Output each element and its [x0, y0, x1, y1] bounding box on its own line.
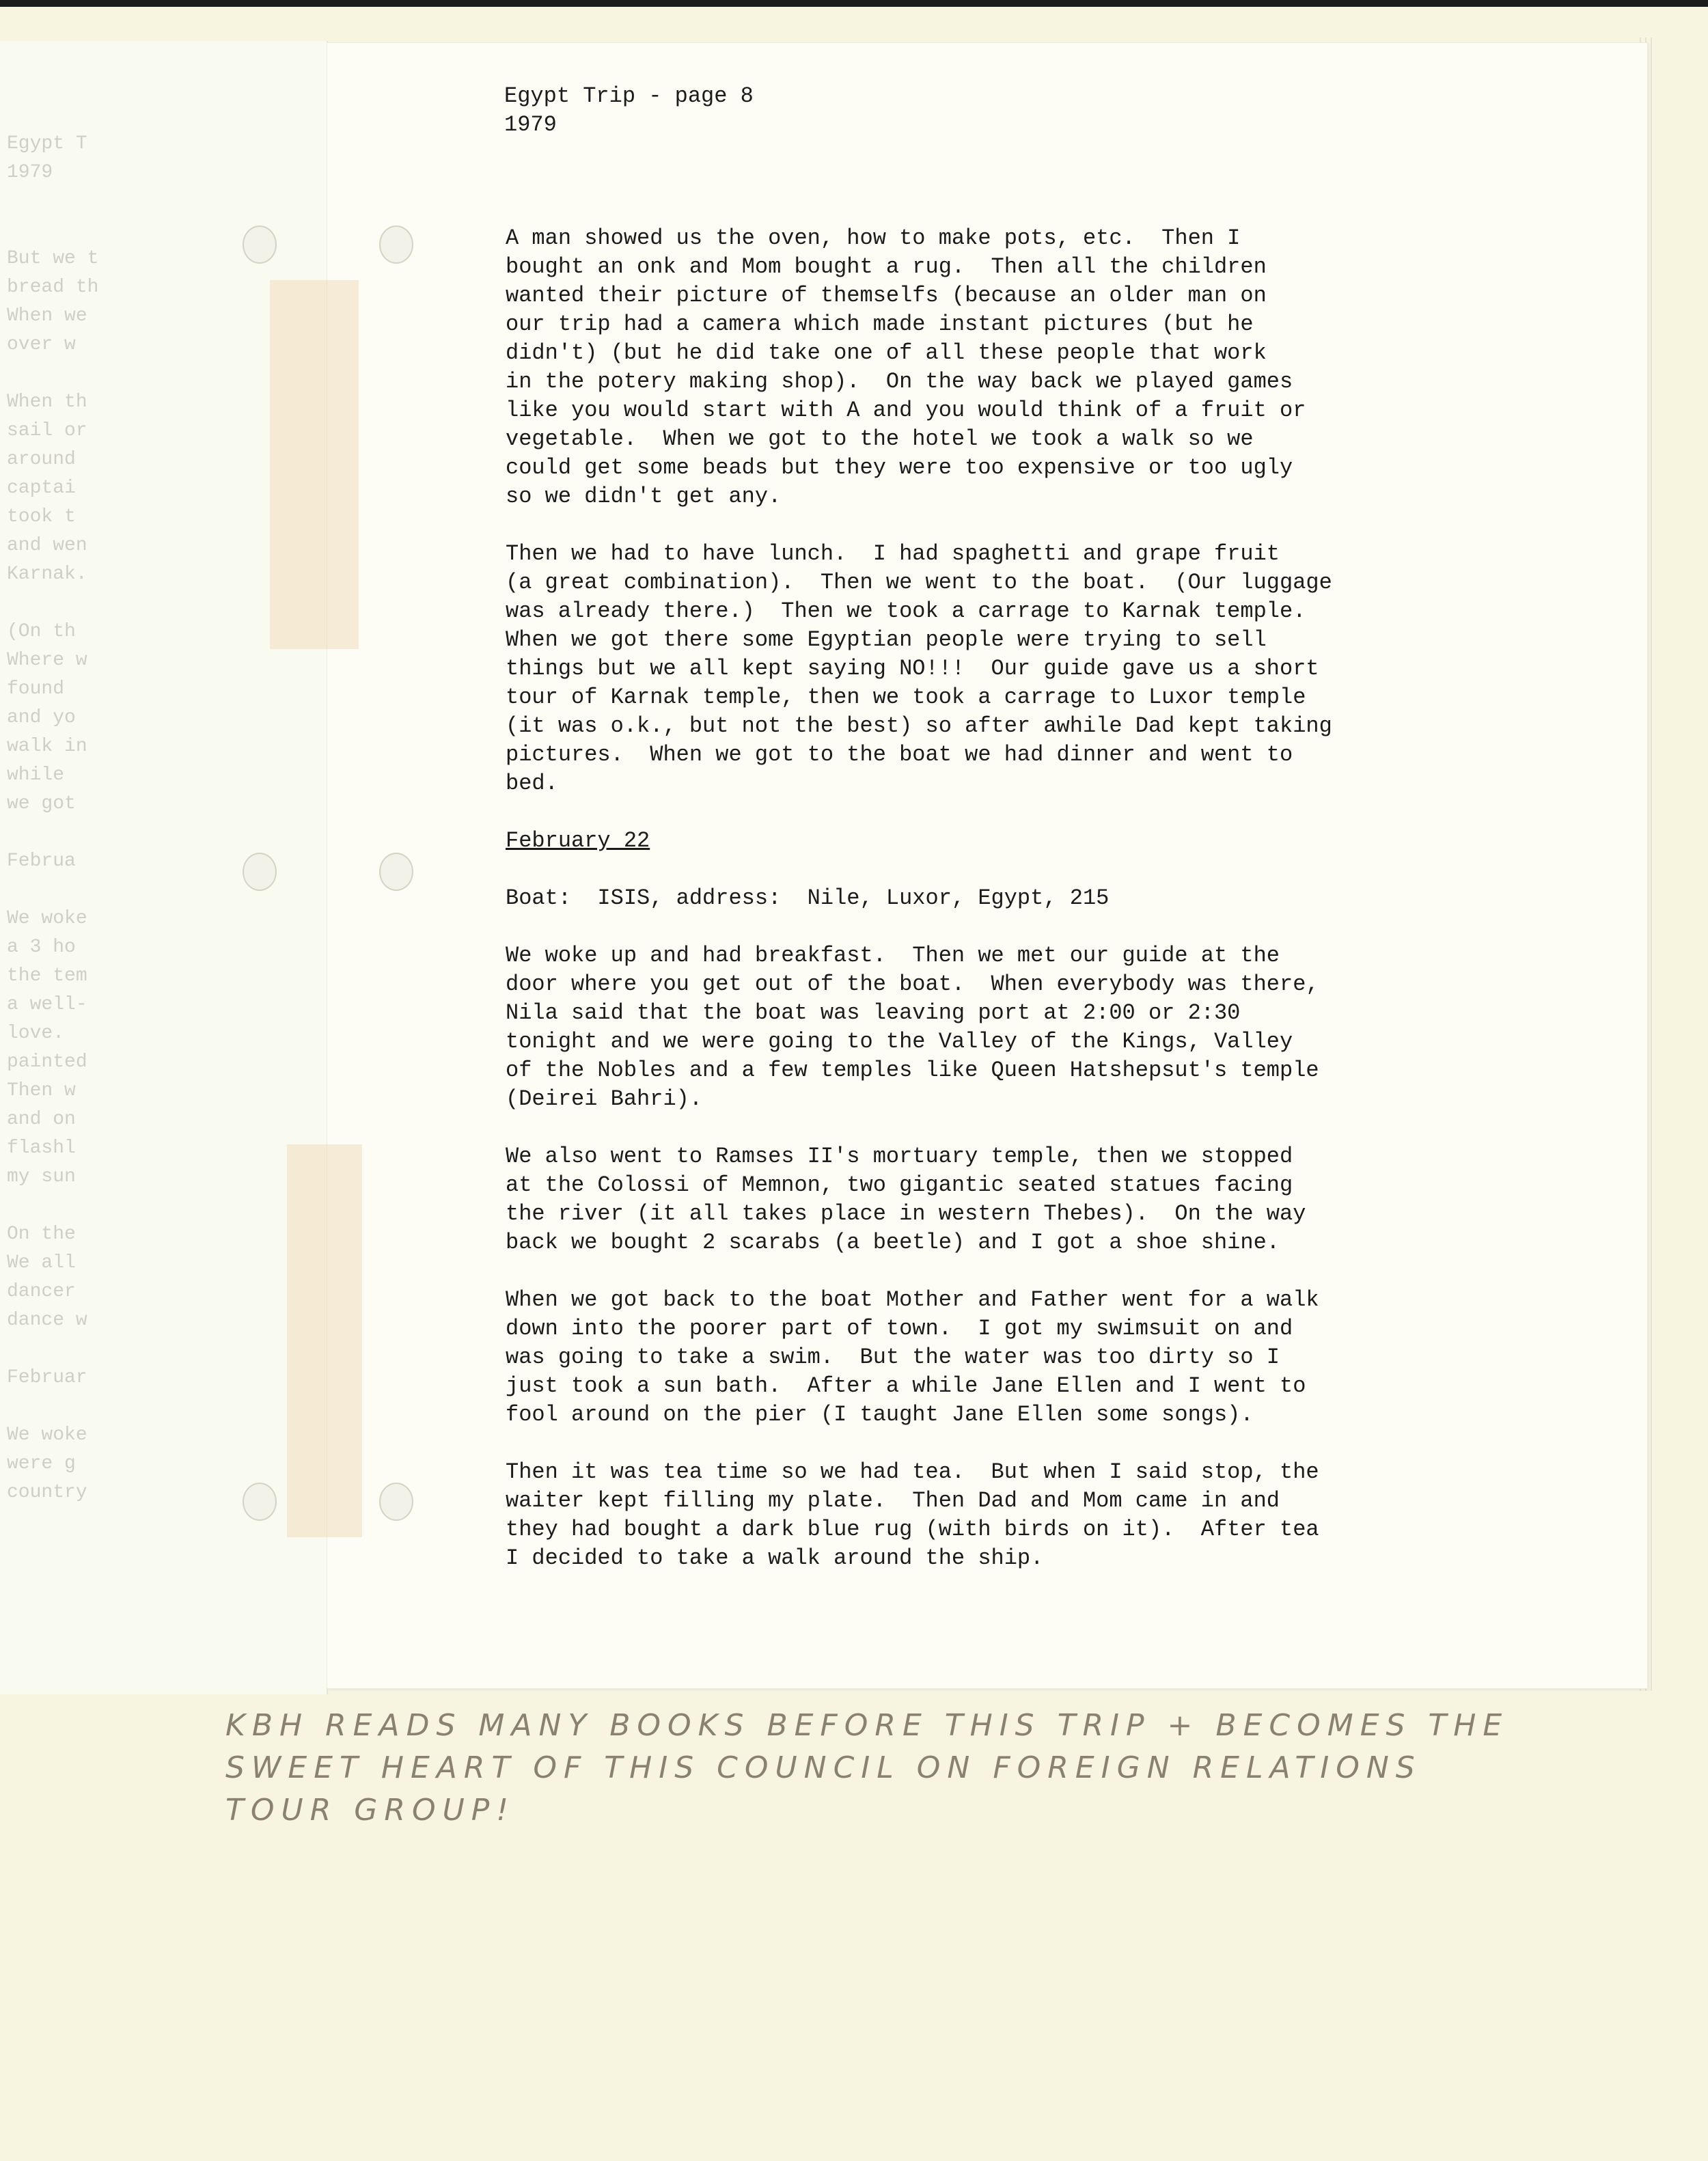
punch-hole — [243, 1483, 277, 1521]
paragraph: Then we had to have lunch. I had spaghetti and grape fruit (a great combination). Then we went to the boat. (Our luggage was already there.) Then we took a carrage to Karnak temple. When we got there some Egyptian people were trying to sell things but we all kept saying NO!!! Our guide gave us a short tour of Karnak temple, then we took a carrage to Luxor temple (it was o.k., but not the best) so after awhile Dad kept taking pictures. When we got to the boat we had dinner and went to bed. — [506, 541, 1332, 796]
paragraph: When we got back to the boat Mother and Father went for a walk down into the poorer part of town. I got my swimsuit on and was going to take a swim. But the water was too dirty so I just took a sun bath. After a while Jane Ellen and I went to fool around on the pier (I taught Jane Ellen some songs). — [506, 1287, 1319, 1427]
handwritten-note — [225, 1705, 1524, 1832]
scan-top-edge — [0, 0, 1708, 7]
handwritten-line: KBH READS MANY BOOKS BEFORE THIS TRIP + BECOMES THE — [225, 1708, 1509, 1743]
punch-hole — [243, 853, 277, 891]
paragraph: A man showed us the oven, how to make pots, etc. Then I bought an onk and Mom bought a rug. Then all the children wanted their picture of themselfs (because an older man on our trip had a camera which made instant pictures (but he didn't) (but he did take one of all these people that work in the potery making shop). On the way back we played games like you would start with A and you would think of a fruit or vegetable. When we got to the hotel we took a walk so we could get some beads but they were too expensive or too ugly so we didn't get any. — [506, 225, 1306, 509]
punch-hole — [243, 225, 277, 264]
tape-strip — [270, 280, 359, 649]
handwritten-line: SWEET HEART OF THIS COUNCIL ON FOREIGN RELATIONS — [225, 1750, 1422, 1785]
tape-strip — [287, 1144, 362, 1537]
page-year: 1979 — [504, 112, 557, 137]
underlying-page-text: Egypt T 1979 But we t bread th When we over w When th sail or around captai took t and wen Karnak. (On th Where w found and yo walk in while we got Februa We woke a 3 ho the tem a well- love. painted Then w and on flashl my sun On the We all dancer dance w Februar We woke were g country — [7, 133, 99, 1503]
handwritten-line: TOUR GROUP! — [225, 1793, 515, 1828]
journal-body — [506, 224, 1503, 1601]
paragraph: We also went to Ramses II's mortuary temple, then we stopped at the Colossi of Memnon, two gigantic seated statues facing the river (it all takes place in western Thebes). On the way back we bought 2 scarabs (a beetle) and I got a shoe shine. — [506, 1144, 1306, 1255]
punch-hole — [379, 1483, 413, 1521]
punch-hole — [379, 225, 413, 264]
paragraph: We woke up and had breakfast. Then we met our guide at the door where you get out of the boat. When everybody was there, Nila said that the boat was leaving port at 2:00 or 2:30 tonight and we were going to the Valley of the Kings, Valley of the Nobles and a few temples like Queen Hatshepsut's temple (Deirei Bahri). — [506, 943, 1319, 1112]
paragraph: Boat: ISIS, address: Nile, Luxor, Egypt, 215 — [506, 885, 1110, 911]
date-heading: February 22 — [506, 828, 650, 853]
page-header — [504, 82, 754, 139]
page-title: Egypt Trip - page 8 — [504, 83, 754, 109]
punch-hole — [379, 853, 413, 891]
paragraph: Then it was tea time so we had tea. But when I said stop, the waiter kept filling my plate. Then Dad and Mom came in and they had bought a dark blue rug (with birds on it). After tea I decided to take a walk around the ship. — [506, 1459, 1319, 1571]
